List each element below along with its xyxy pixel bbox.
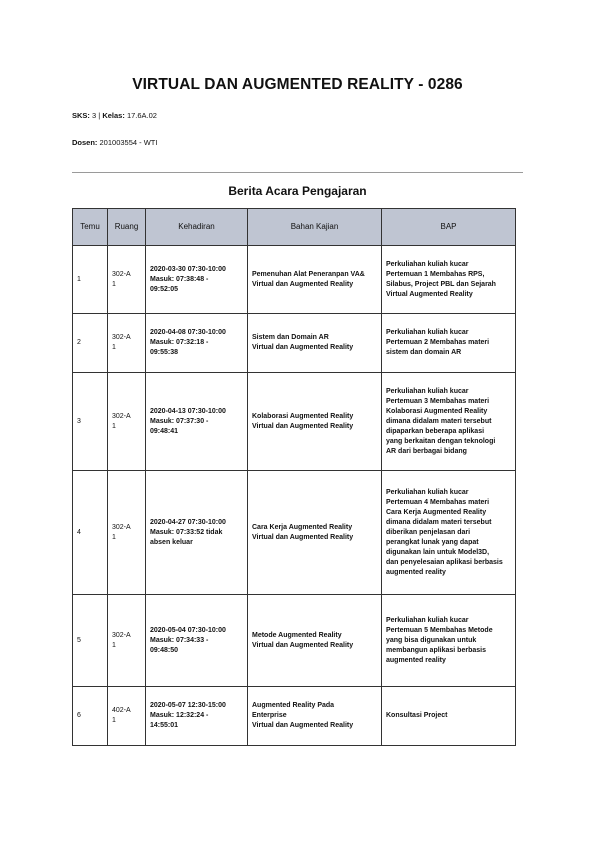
bap-line: sistem dan domain AR (386, 349, 462, 356)
bap-line: yang bisa digunakan untuk (386, 636, 477, 644)
bahan-kajian-line: Metode Augmented Reality (252, 631, 342, 639)
bap-cell (382, 246, 516, 314)
ruang-cell (108, 373, 146, 471)
bap-line: Perkuliahan kuliah kucar (386, 387, 469, 395)
bap-line: Cara Kerja Augmented Reality (386, 508, 487, 516)
ruang-text: 402-A1 (112, 707, 131, 724)
table-row (73, 471, 516, 595)
temu-cell: 1 (73, 246, 108, 314)
bap-line: Pertemuan 5 Membahas Metode (386, 626, 493, 634)
bap-cell (382, 314, 516, 373)
dosen-label: Dosen: (72, 138, 98, 147)
bahan-kajian-cell (248, 471, 382, 595)
bap-cell (382, 471, 516, 595)
bap-line: Virtual Augmented Reality (386, 290, 473, 298)
table-row (73, 687, 516, 746)
bap-line: dimana didalam materi tersebut (386, 417, 492, 425)
table-row (73, 595, 516, 687)
bap-cell (382, 373, 516, 471)
kelas-value: 17.6A.02 (126, 111, 157, 120)
bap-line: Pertemuan 2 Membahas materi (386, 339, 490, 346)
bap-line: Perkuliahan kuliah kucar (386, 260, 469, 268)
bahan-kajian-line: Cara Kerja Augmented Reality (252, 523, 353, 531)
table-header-row (73, 209, 516, 246)
table-row (73, 246, 516, 314)
kehadiran-line: Masuk: 07:32:18 - (150, 339, 209, 346)
kehadiran-line: 09:55:38 (150, 349, 179, 356)
kehadiran-line: 2020-04-13 07:30-10:00 (150, 407, 226, 415)
ruang-cell (108, 595, 146, 687)
course-meta (72, 111, 157, 120)
bap-line: AR dari berbagai bidang (386, 447, 467, 455)
ruang-cell (108, 471, 146, 595)
bahan-kajian-line: Sistem dan Domain AR (252, 334, 329, 341)
bahan-kajian-line: Virtual dan Augmented Reality (252, 722, 354, 729)
bahan-kajian-line: Virtual dan Augmented Reality (252, 344, 354, 351)
ruang-text: 302-A1 (112, 523, 131, 541)
bap-line: dipaparkan beberapa aplikasi (386, 427, 485, 435)
bahan-kajian-line: Virtual dan Augmented Reality (252, 641, 354, 649)
ruang-text: 302-A1 (112, 631, 131, 649)
kelas-label: Kelas: (102, 111, 125, 120)
bap-line: Perkuliahan kuliah kucar (386, 616, 469, 624)
header-bap: BAP (382, 209, 516, 246)
table-row (73, 373, 516, 471)
bap-line: Pertemuan 4 Membahas materi (386, 498, 490, 506)
kehadiran-cell (146, 314, 248, 373)
bahan-kajian-line: Virtual dan Augmented Reality (252, 533, 354, 541)
kehadiran-line: 2020-04-27 07:30-10:00 (150, 518, 226, 526)
table-body (73, 246, 516, 746)
bap-line: digunakan lain untuk Model3D, (386, 548, 490, 556)
bap-line: Konsultasi Project (386, 712, 448, 719)
header-ruang: Ruang (108, 209, 146, 246)
bap-line: Pertemuan 3 Membahas materi (386, 397, 490, 405)
kehadiran-line: 2020-04-08 07:30-10:00 (150, 329, 226, 336)
header-kehadiran: Kehadiran (146, 209, 248, 246)
bap-line: dan penyelesaian aplikasi berbasis (386, 558, 503, 566)
bap-line: yang berkaitan dengan teknologi (386, 437, 496, 445)
kehadiran-line: 2020-05-04 07:30-10:00 (150, 626, 226, 634)
bahan-kajian-cell (248, 595, 382, 687)
kehadiran-cell (146, 373, 248, 471)
kehadiran-line: absen keluar (150, 538, 193, 546)
kehadiran-line: 09:48:50 (150, 646, 179, 654)
bahan-kajian-line: Virtual dan Augmented Reality (252, 422, 354, 430)
ruang-text: 302-A1 (112, 412, 131, 430)
header-temu: Temu (73, 209, 108, 246)
temu-cell: 4 (73, 471, 108, 595)
bap-cell (382, 595, 516, 687)
bahan-kajian-line: Pemenuhan Alat Peneranpan VA& (252, 270, 365, 278)
ruang-cell (108, 314, 146, 373)
temu-cell: 2 (73, 314, 108, 373)
lecturer-meta (72, 138, 157, 147)
bap-table (72, 208, 516, 746)
ruang-text: 302-A1 (112, 270, 131, 288)
bahan-kajian-cell (248, 314, 382, 373)
bap-line: Pertemuan 1 Membahas RPS, (386, 270, 485, 278)
bap-line: Silabus, Project PBL dan Sejarah (386, 280, 496, 288)
bap-line: perangkat lunak yang dapat (386, 538, 479, 546)
kehadiran-line: 09:48:41 (150, 427, 179, 435)
bap-line: augmented reality (386, 568, 446, 576)
bahan-kajian-line: Kolaborasi Augmented Reality (252, 412, 354, 420)
section-title: Berita Acara Pengajaran (228, 184, 367, 198)
dosen-value: 201003554 - WTI (99, 138, 158, 147)
bap-line: Perkuliahan kuliah kucar (386, 488, 469, 496)
kehadiran-line: 2020-05-07 12:30-15:00 (150, 702, 226, 709)
table-row (73, 314, 516, 373)
kehadiran-line: Masuk: 07:33:52 tidak (150, 528, 223, 536)
kehadiran-cell (146, 471, 248, 595)
bahan-kajian-cell (248, 246, 382, 314)
header-bahan-kajian: Bahan Kajian (248, 209, 382, 246)
sks-label: SKS: (72, 111, 90, 120)
kehadiran-line: Masuk: 07:34:33 - (150, 636, 209, 644)
bap-line: membangun aplikasi berbasis (386, 646, 486, 654)
meta-separator: | (98, 111, 101, 120)
ruang-text: 302-A1 (112, 334, 131, 351)
kehadiran-line: 2020-03-30 07:30-10:00 (150, 265, 226, 273)
kehadiran-line: 09:52:05 (150, 285, 179, 293)
bahan-kajian-line: Virtual dan Augmented Reality (252, 280, 354, 288)
divider (72, 172, 523, 173)
bap-line: augmented reality (386, 656, 446, 664)
bahan-kajian-cell (248, 373, 382, 471)
temu-cell: 6 (73, 687, 108, 746)
temu-cell: 3 (73, 373, 108, 471)
bap-line: Kolaborasi Augmented Reality (386, 407, 488, 415)
temu-cell: 5 (73, 595, 108, 687)
bap-line: dimana didalam materi tersebut (386, 518, 492, 526)
kehadiran-line: Masuk: 07:37:30 - (150, 417, 209, 425)
bap-line: Perkuliahan kuliah kucar (386, 329, 469, 336)
ruang-cell (108, 246, 146, 314)
sks-value: 3 (92, 111, 97, 120)
bap-line: diberikan penjelasan dari (386, 528, 471, 536)
ruang-cell (108, 687, 146, 746)
kehadiran-cell (146, 687, 248, 746)
bahan-kajian-line: Enterprise (252, 712, 287, 719)
bahan-kajian-cell (248, 687, 382, 746)
kehadiran-line: 14:55:01 (150, 722, 179, 729)
kehadiran-line: Masuk: 12:32:24 - (150, 712, 209, 719)
bahan-kajian-line: Augmented Reality Pada (252, 702, 335, 709)
kehadiran-line: Masuk: 07:38:48 - (150, 275, 209, 283)
bap-cell (382, 687, 516, 746)
page-title: VIRTUAL DAN AUGMENTED REALITY - 0286 (132, 76, 463, 93)
kehadiran-cell (146, 246, 248, 314)
kehadiran-cell (146, 595, 248, 687)
